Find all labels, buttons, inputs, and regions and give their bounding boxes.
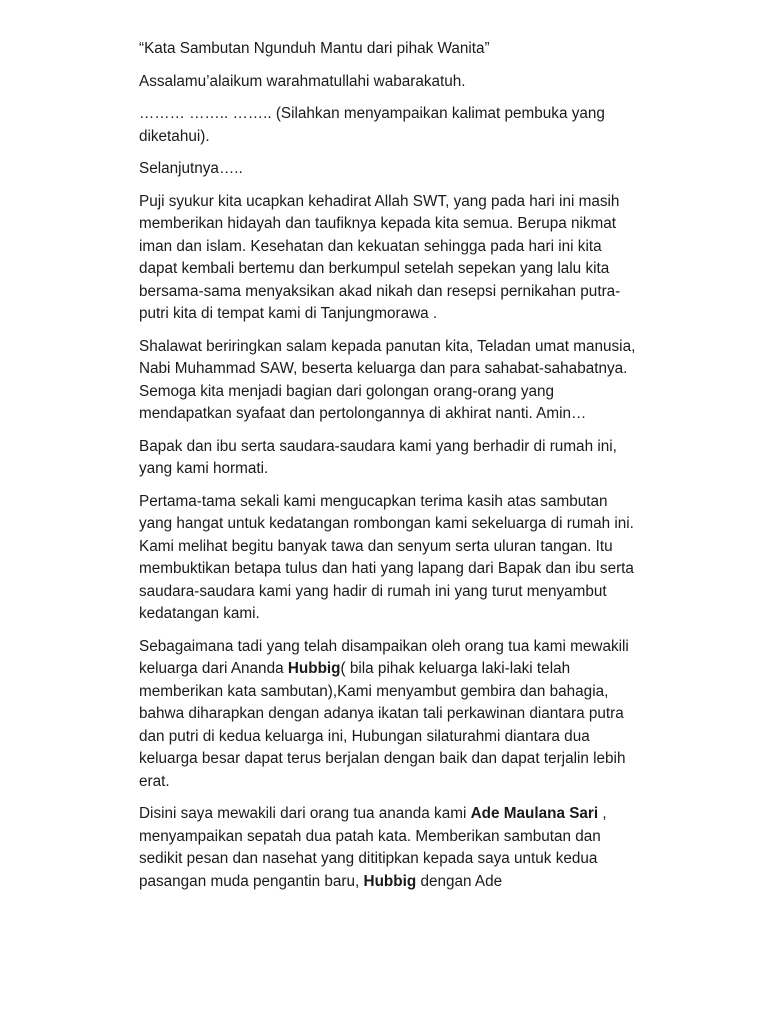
document-page <box>139 38 639 903</box>
groom-name-repeat: Hubbig <box>363 872 417 890</box>
family-text-after: ( bila pihak keluarga laki-laki telah memberikan kata sambutan),Kami menyambut gembira dan bahagia, bahwa diharapkan dengan adanya ikatan tali perkawinan diantara putra dan putri di kedua keluarga ini, Hubungan silaturahmi diantara dua keluarga besar dapat terus berjalan dengan baik dan dapat terjalin lebih erat. <box>139 660 626 790</box>
praise-paragraph: Puji syukur kita ucapkan kehadirat Allah SWT, yang pada hari ini masih memberikan hidayah dan taufiknya kepada kita semua. Berupa nikmat iman dan islam. Kesehatan dan kekuatan sehingga pada hari ini kita dapat kembali bertemu dan berkumpul setelah sepekan yang lalu kita bersama-sama menyaksikan akad nikah dan resepsi pernikahan putra-putri kita di tempat kami di Tanjungmorawa . <box>139 192 621 322</box>
document-title: “Kata Sambutan Ngunduh Mantu dari pihak Wanita” <box>139 40 490 57</box>
representative-text-after: dengan Ade <box>416 872 503 890</box>
representative-paragraph <box>139 803 639 893</box>
groom-name: Hubbig <box>287 660 341 677</box>
family-paragraph <box>139 636 639 794</box>
address-paragraph: Bapak dan ibu serta saudara-saudara kami yang berhadir di rumah ini, yang kami hormati. <box>139 437 617 477</box>
bride-name: Ade Maulana Sari <box>470 805 599 822</box>
family-text-before: Sebagaimana tadi yang telah disampaikan oleh orang tua kami mewakili keluarga dari Ananda <box>139 637 629 677</box>
opening-paragraph: ……… …….. …….. (Silahkan menyampaikan kalimat pembuka yang diketahui). <box>139 105 605 145</box>
representative-text-before: Disini saya mewakili dari orang tua ananda kami <box>139 805 471 822</box>
greeting-paragraph: Assalamu’alaikum warahmatullahi wabarakatuh. <box>139 72 466 90</box>
transition-paragraph: Selanjutnya….. <box>139 160 243 177</box>
shalawat-paragraph: Shalawat beriringkan salam kepada panutan kita, Teladan umat manusia, Nabi Muhammad SAW, beserta keluarga dan para sahabat-sahabatnya. Semoga kita menjadi bagian dari golongan orang-orang yang mendapatkan syafaat dan pertolongannya di akhirat nanti. Amin… <box>139 337 636 422</box>
representative-text-middle: , menyampaikan sepatah dua patah kata. Memberikan sambutan dan sedikit pesan dan nasehat yang dititipkan kepada saya untuk kedua pasangan muda pengantin baru, <box>139 805 607 890</box>
thanks-paragraph: Pertama-tama sekali kami mengucapkan terima kasih atas sambutan yang hangat untuk kedatangan rombongan kami sekeluarga di rumah ini. Kami melihat begitu banyak tawa dan senyum serta uluran tangan. Itu membuktikan betapa tulus dan hati yang lapang dari Bapak dan ibu serta saudara-saudara kami yang hadir di rumah ini yang turut menyambut kedatangan kami. <box>139 492 634 622</box>
